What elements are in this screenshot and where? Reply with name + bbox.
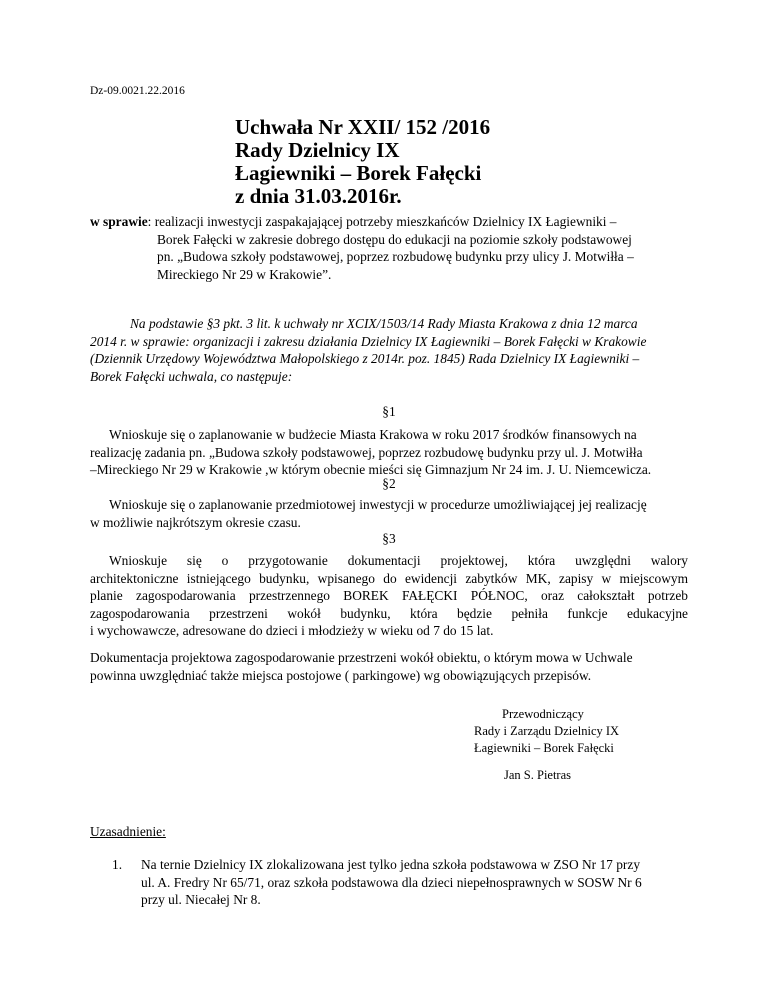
subject-text: pn. „Budowa szkoły podstawowej, poprzez rozbudowę budynku przy ulicy J. Motwiłła – [157, 249, 634, 264]
section-1-text [90, 426, 688, 479]
legal-basis-line: Borek Fałęcki uchwala, co następuje: [90, 368, 293, 384]
section-3-text [90, 552, 688, 640]
closing-line: powinna uwzględniać także miejsca postojowe ( parkingowe) wg obowiązujących przepisów. [90, 667, 592, 683]
section-3-symbol: §3 [382, 531, 396, 546]
signature-role: Przewodniczący [502, 707, 584, 721]
section-2-symbol: §2 [382, 476, 396, 491]
subject-text: : realizacji inwestycji zaspakajającej potrzeby mieszkańców Dzielnicy IX Łagiewniki – [147, 214, 617, 229]
section-2-text [90, 496, 688, 531]
signature-body: Rady i Zarządu Dzielnicy IX [474, 724, 620, 738]
title-line: Uchwała Nr XXII/ 152 /2016 [235, 115, 491, 139]
legal-basis-line: (Dziennik Urzędowy Województwa Małopolskiego z 2014r. poz. 1845) Rada Dzielnicy IX Łagiewniki – [90, 351, 640, 366]
reference-number: Dz-09.0021.22.2016 [90, 85, 185, 97]
justification-heading: Uzasadnienie: [90, 824, 166, 839]
section-1-symbol: §1 [382, 404, 396, 419]
subject-block [90, 213, 690, 283]
subject-first-line [90, 213, 690, 231]
list-item-line: Na ternie Dzielnicy IX zlokalizowana jest tylko jedna szkoła podstawowa w ZSO Nr 17 przy [141, 857, 641, 872]
signer-name: Jan S. Pietras [504, 768, 572, 782]
section-line: –Mireckiego Nr 29 w Krakowie ,w którym obecnie mieści się Gimnazjum Nr 24 im. J. U. Niemcewicza. [90, 462, 652, 477]
section-line: Wnioskuje się o zaplanowanie przedmiotowej inwestycji w procedurze umożliwiającej jej realizację [109, 497, 647, 512]
title-line: z dnia 31.03.2016r. [235, 184, 402, 208]
list-item-line: przy ul. Niecałej Nr 8. [141, 892, 261, 907]
section-line: realizację zadania pn. „Budowa szkoły podstawowej, poprzez rozbudowę budynku przy ul. J. Motwiłła [90, 444, 643, 460]
subject-text: Borek Fałęcki w zakresie dobrego dostępu do edukacji na poziomie szkoły podstawowej [157, 231, 632, 247]
list-item-number: 1. [112, 857, 123, 872]
closing-line: Dokumentacja projektowa zagospodarowanie przestrzeni wokół obiektu, o którym mowa w Uchwale [90, 650, 633, 665]
title-line: Łagiewniki – Borek Fałęcki [235, 161, 482, 185]
title-line: Rady Dzielnicy IX [235, 138, 400, 162]
resolution-title [235, 116, 490, 208]
section-line: planie zagospodarowania przestrzennego BOREK FAŁĘCKI PÓŁNOC, oraz całokształt potrzeb [90, 588, 688, 603]
list-item-text [141, 856, 688, 909]
section-line: Wnioskuje się o zaplanowanie w budżecie Miasta Krakowa w roku 2017 środków finansowych na [109, 427, 637, 442]
list-item-line: ul. A. Fredry Nr 65/71, oraz szkoła podstawowa dla dzieci niepełnosprawnych w SOSW Nr 6 [141, 874, 642, 890]
section-line: w możliwie najkrótszym okresie czasu. [90, 514, 301, 530]
signature-district: Łagiewniki – Borek Fałęcki [474, 741, 614, 755]
section-line: architektoniczne istniejącego budynku, wpisanego do ewidencji zabytków MK, zapisy w miejscowym [90, 570, 688, 586]
subject-continuation [90, 231, 690, 284]
subject-label: w sprawie [90, 214, 148, 229]
section-line: i wychowawcze, adresowane do dzieci i młodzieży w wieku od 7 do 15 lat. [90, 623, 494, 638]
legal-basis-line: Na podstawie §3 pkt. 3 lit. k uchwały nr XCIX/1503/14 Rady Miasta Krakowa z dnia 12 marca [130, 316, 638, 331]
section-line: zagospodarowania przestrzeni wokół budynku, która będzie pełniła funkcje edukacyjne [90, 605, 688, 621]
legal-basis [90, 315, 688, 385]
subject-text: Mireckiego Nr 29 w Krakowie”. [157, 266, 332, 282]
closing-paragraph [90, 649, 688, 684]
legal-basis-line: 2014 r. w sprawie: organizacji i zakresu działania Dzielnicy IX Łagiewniki – Borek Fałęcki w Krakowie [90, 333, 647, 349]
section-line: Wnioskuje się o przygotowanie dokumentacji projektowej, która uwzględni walory [109, 553, 688, 568]
